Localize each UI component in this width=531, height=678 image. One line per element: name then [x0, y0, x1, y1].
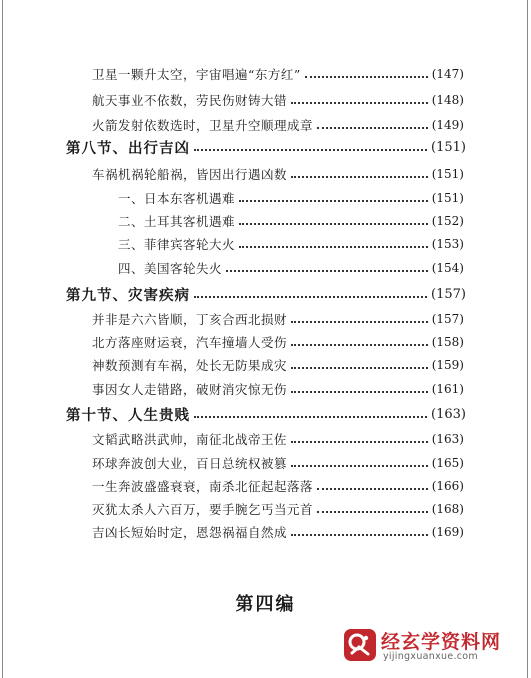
toc-page-number: (163) — [431, 406, 466, 422]
toc-entry[interactable] — [92, 63, 464, 85]
toc-entry-title: 一、日本东客机遇难 — [118, 191, 236, 206]
section-title: 第九节、灾害疾病 — [66, 286, 190, 304]
dot-leader — [291, 332, 428, 346]
toc-page-number: (165) — [431, 456, 464, 470]
toc-entry[interactable] — [92, 475, 464, 497]
toc-page-number: (161) — [431, 382, 464, 396]
toc-entry-title: 并非是六六皆顺，丁亥合西北损财 — [92, 312, 288, 327]
toc-entry[interactable] — [92, 521, 464, 543]
toc-entry-title: 一生奔波盛盛衰衰，南杀北征起起落落 — [92, 479, 314, 494]
toc-page-number: (168) — [431, 502, 464, 516]
toc-entry[interactable] — [92, 498, 464, 520]
dot-leader — [291, 379, 428, 393]
toc-page-number: (169) — [431, 525, 464, 539]
dot-leader — [291, 90, 428, 104]
toc-entry[interactable] — [92, 428, 464, 450]
toc-entry-title: 卫星一颗升太空，宇宙唱遍“东方红” — [92, 67, 301, 82]
toc-page-number: (159) — [431, 358, 464, 372]
toc-page-number: (151) — [431, 139, 466, 155]
toc-page-number: (158) — [431, 335, 464, 349]
page-edge-right — [527, 0, 528, 678]
dot-leader — [291, 309, 428, 323]
toc-page-number: (151) — [431, 191, 464, 205]
toc-subentry[interactable] — [118, 233, 464, 255]
toc-entry[interactable] — [92, 452, 464, 474]
toc-entry[interactable] — [92, 331, 464, 353]
toc-section-heading[interactable] — [66, 403, 466, 425]
page-edge-left — [2, 0, 3, 678]
watermark-url: yijingxuanxue.com — [383, 651, 478, 662]
toc-page-number: (153) — [431, 237, 464, 251]
toc-subentry[interactable] — [118, 210, 464, 232]
toc-entry-title: 事因女人走错路，破财消灾惊无伤 — [92, 382, 288, 397]
toc-entry[interactable] — [92, 89, 464, 111]
toc-entry-title: 吉凶长短始时定，恩怨祸福自然成 — [92, 525, 288, 540]
dot-leader — [291, 355, 428, 369]
toc-subentry[interactable] — [118, 257, 464, 279]
toc-entry-title: 航天事业不依数，劳民伤财铸大错 — [92, 93, 288, 108]
toc-section-heading[interactable] — [66, 136, 466, 158]
dot-leader — [194, 284, 427, 298]
dot-leader — [239, 234, 428, 248]
toc-entry-title: 神数预测有车祸，处长无防果成灾 — [92, 358, 288, 373]
toc-entry-title: 文韬武略洪武帅，南征北战帝王佐 — [92, 432, 288, 447]
toc-entry[interactable] — [92, 354, 464, 376]
toc-entry[interactable] — [92, 378, 464, 400]
dot-leader — [317, 476, 428, 490]
part-title: 第四编 — [235, 594, 296, 615]
toc-page-number: (157) — [431, 312, 464, 326]
toc-page-number: (147) — [431, 67, 464, 81]
toc-page-number: (149) — [431, 118, 464, 132]
toc-entry[interactable] — [92, 308, 464, 330]
dot-leader — [291, 164, 428, 178]
toc-section-heading[interactable] — [66, 283, 466, 305]
section-title: 第十节、人生贵贱 — [66, 406, 190, 424]
toc-subentry[interactable] — [118, 187, 464, 209]
toc-page-number: (148) — [431, 93, 464, 107]
section-title: 第八节、出行吉凶 — [66, 139, 190, 157]
dot-leader — [194, 404, 427, 418]
toc-page-number: (154) — [431, 261, 464, 275]
toc-page-number: (163) — [431, 432, 464, 446]
dot-leader — [194, 137, 427, 151]
toc-page-number: (157) — [431, 286, 466, 302]
site-watermark — [343, 626, 513, 666]
toc-entry-title: 环球奔波创大业，百日总统权被篡 — [92, 456, 288, 471]
toc-entry[interactable] — [92, 163, 464, 185]
toc-entry-title: 三、菲律宾客轮大火 — [118, 237, 236, 252]
dot-leader — [317, 115, 428, 129]
dot-leader — [291, 453, 428, 467]
toc-page-number: (166) — [431, 479, 464, 493]
dot-leader — [226, 258, 428, 272]
dot-leader — [317, 499, 428, 513]
toc-entry-title: 二、土耳其客机遇难 — [118, 214, 236, 229]
watermark-site-name: 经玄学资料网 — [381, 631, 502, 653]
toc-entry-title: 车祸机祸轮船祸，皆因出行遇凶数 — [92, 167, 288, 182]
dot-leader — [305, 64, 428, 78]
dot-leader — [239, 211, 428, 225]
toc-page-number: (152) — [431, 214, 464, 228]
toc-entry-title: 四、美国客轮失火 — [118, 261, 223, 276]
seal-logo-icon — [343, 628, 377, 662]
dot-leader — [291, 522, 428, 536]
toc-entry[interactable] — [92, 114, 464, 136]
dot-leader — [239, 188, 428, 202]
toc-entry-title: 火箭发射依数选时，卫星升空顺理成章 — [92, 118, 314, 133]
toc-entry-title: 北方落座财运衰，汽车撞墙人受伤 — [92, 335, 288, 350]
dot-leader — [291, 429, 428, 443]
toc-page-number: (151) — [431, 167, 464, 181]
toc-entry-title: 灭犹太杀人六百万，要手腕乞丐当元首 — [92, 502, 314, 517]
